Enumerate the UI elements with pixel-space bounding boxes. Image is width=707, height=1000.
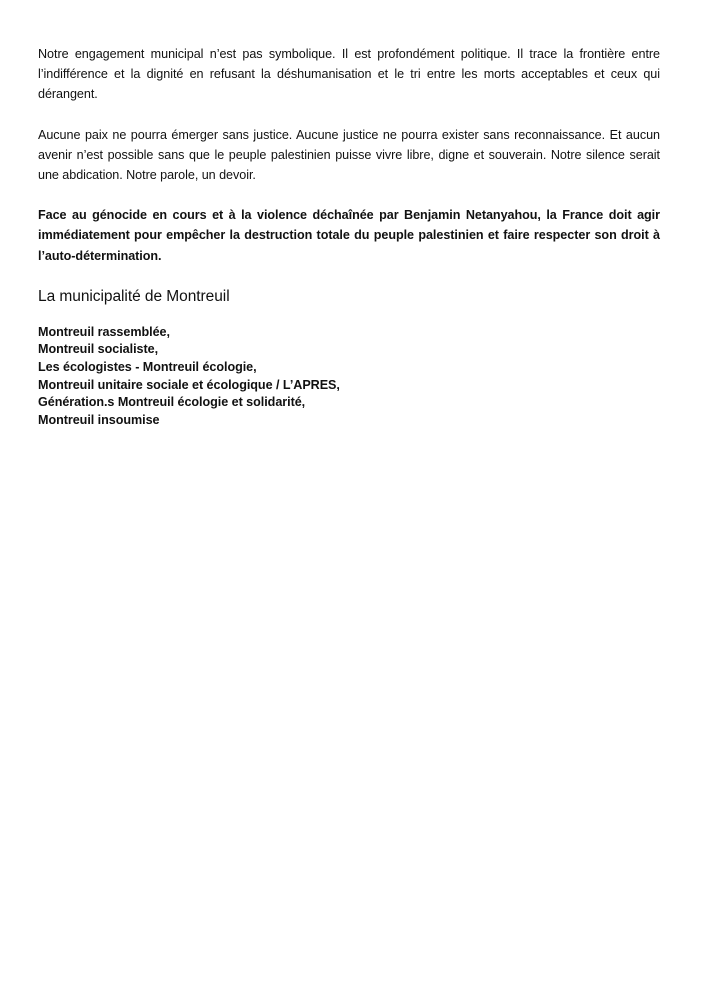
paragraph-engagement: Notre engagement municipal n’est pas symbolique. Il est profondément politique. Il trace la frontière entre l’indifférence et la dignité en refusant la déshumanisation et le tri entre les morts acceptables et ceux qui dérangent. [38,47,660,102]
paragraph-call-to-action: Face au génocide en cours et à la violence déchaînée par Benjamin Netanyahou, la France doit agir immédiatement pour empêcher la destruction totale du peuple palestinien et faire respecter son droit à l’auto-détermination. [38,208,660,263]
paragraph-justice: Aucune paix ne pourra émerger sans justice. Aucune justice ne pourra exister sans reconnaissance. Et aucun avenir n’est possible sans que le peuple palestinien puisse vivre libre, digne et souverain. Notre silence serait une abdication. Notre parole, un devoir. [38,127,660,183]
signatory-item: Montreuil socialiste, [38,342,159,357]
signatory-item: Montreuil rassemblée, [38,324,170,339]
signatory-item: Montreuil insoumise [38,412,160,427]
signatories-list [38,324,660,430]
signatory-item: Génération.s Montreuil écologie et solidarité, [38,395,306,410]
signatory-item: Les écologistes - Montreuil écologie, [38,360,257,375]
signature-heading: La municipalité de Montreuil [38,287,230,305]
signatory-item: Montreuil unitaire sociale et écologique / L’APRES, [38,377,340,392]
document-page [38,44,660,429]
